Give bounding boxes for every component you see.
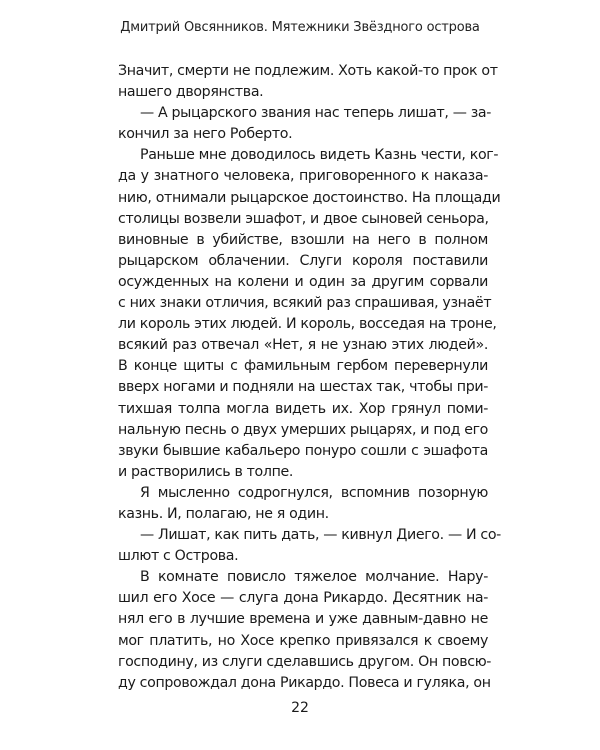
text-line: ли король этих людей. И король, восседая на троне, bbox=[118, 316, 497, 333]
text-line: шлют с Острова. bbox=[118, 548, 239, 565]
text-line: мог платить, но Хосе крепко привязался к своему bbox=[118, 632, 488, 649]
text-line: В конце щиты с фамильным гербом перевернули bbox=[118, 358, 488, 375]
text-line: Значит, смерти не подлежим. Хоть какой-то прок от bbox=[118, 63, 498, 79]
text-line: кончил за него Роберто. bbox=[118, 126, 293, 143]
text-line: с них знаки отличия, всякий раз спрашивая, узнаёт bbox=[118, 295, 492, 312]
text-line: осужденных на колени и один за другим сорвали bbox=[118, 273, 488, 290]
text-line: казнь. И, полагаю, не я один. bbox=[118, 505, 329, 522]
text-line: нашего дворянства. bbox=[118, 84, 264, 101]
text-line: шил его Хосе — слуга дона Рикардо. Десятник на- bbox=[118, 590, 488, 607]
text-line: нял его в лучшие времена и уже давным-давно не bbox=[118, 611, 488, 628]
text-line: Раньше мне доводилось видеть Казнь чести, ког- bbox=[140, 147, 499, 164]
text-line: вверх ногами и подняли на шестах так, чтобы при- bbox=[118, 379, 489, 396]
text-line: господину, из слуги сделавшись другом. Он повсю- bbox=[118, 653, 492, 670]
text-line: — Лишат, как пить дать, — кивнул Диего. — И со- bbox=[140, 527, 501, 544]
text-line: виновные в убийстве, взошли на него в полном bbox=[118, 231, 488, 248]
text-line: — А рыцарского звания нас теперь лишат, — за- bbox=[140, 105, 492, 122]
text-line: рыцарском облачении. Слуги короля поставили bbox=[118, 252, 488, 269]
text-line: нальную песнь о двух умерших рыцарях, и под его bbox=[118, 421, 489, 438]
text-line: столицы возвели эшафот, и двое сыновей сеньора, bbox=[118, 210, 489, 227]
running-header: Дмитрий Овсянников. Мятежники Звёздного острова bbox=[120, 20, 480, 35]
text-line: В комнате повисло тяжелое молчание. Нару- bbox=[140, 569, 488, 586]
text-line: тихшая толпа могла видеть их. Хор грянул поми- bbox=[118, 400, 488, 417]
text-line: ду сопровождал дона Рикардо. Повеса и гуляка, он bbox=[118, 674, 491, 691]
text-line: всякий раз отвечал «Нет, я не узнаю этих людей». bbox=[118, 337, 488, 354]
text-line: Я мысленно содрогнулся, вспомнив позорную bbox=[140, 484, 488, 501]
text-line: да у знатного человека, приговоренного к наказа- bbox=[118, 168, 488, 185]
text-line: и растворились в толпе. bbox=[118, 463, 294, 480]
page-body-text bbox=[118, 61, 501, 694]
page-number: 22 bbox=[291, 700, 309, 716]
text-line: нию, отнимали рыцарское достоинство. На площади bbox=[118, 189, 501, 206]
text-line: звуки бывшие кабальеро понуро сошли с эшафота bbox=[118, 442, 488, 459]
